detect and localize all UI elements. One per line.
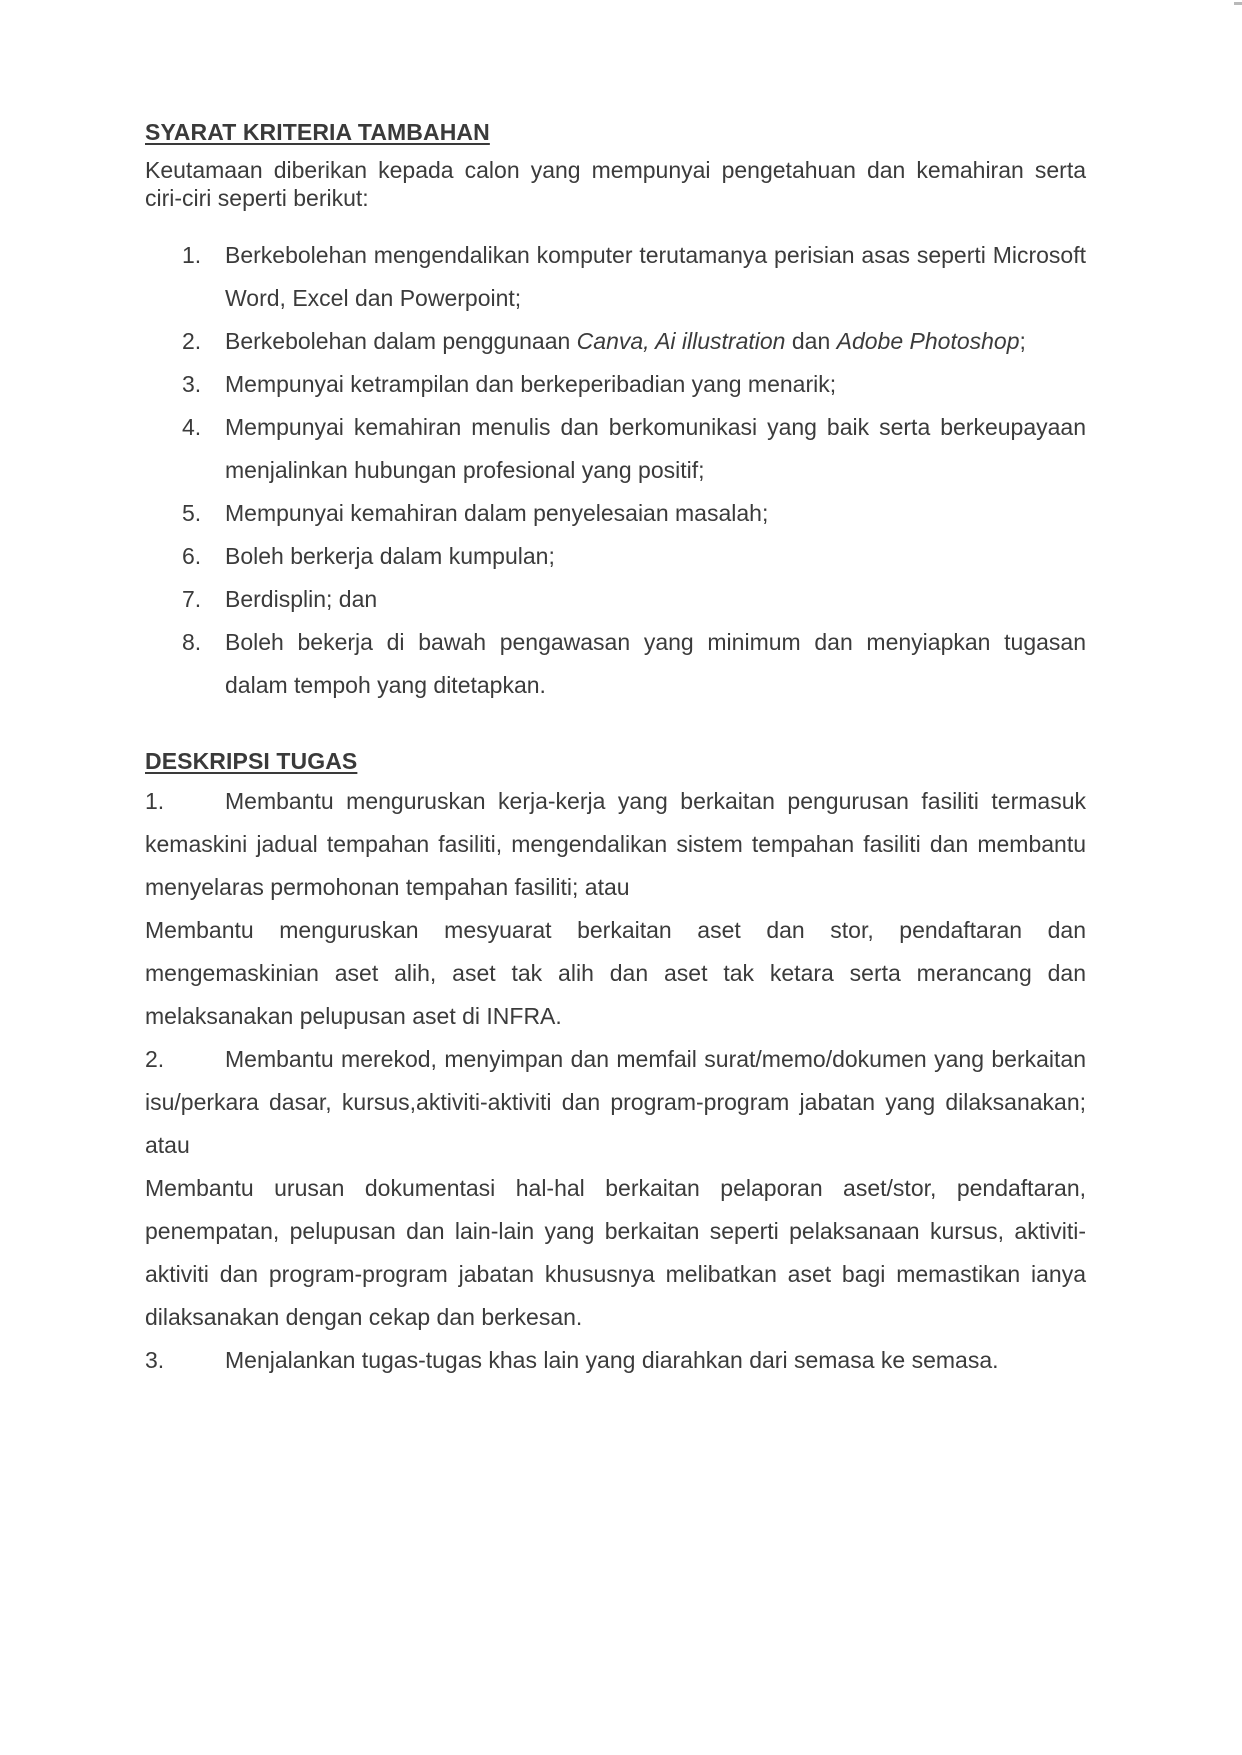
criteria-text: Mempunyai kemahiran menulis dan berkomunikasi yang baik serta berkeupayaan menjalinkan hubungan profesional yang positif; bbox=[225, 414, 1086, 483]
document-page bbox=[145, 118, 1086, 1382]
criteria-text-pre: Berkebolehan dalam penggunaan bbox=[225, 328, 577, 354]
duty-item bbox=[145, 780, 1086, 909]
duty-number: 3. bbox=[145, 1347, 165, 1373]
criteria-number: 6. bbox=[182, 543, 202, 569]
criteria-text-mid: dan bbox=[785, 328, 837, 354]
criteria-text-post: ; bbox=[1019, 328, 1026, 354]
criteria-list bbox=[145, 234, 1086, 707]
criteria-item bbox=[145, 406, 1086, 492]
criteria-text: Berkebolehan mengendalikan komputer terutamanya perisian asas seperti Microsoft Word, Excel dan Powerpoint; bbox=[225, 242, 1086, 311]
criteria-text: Mempunyai ketrampilan dan berkeperibadian yang menarik; bbox=[225, 371, 837, 397]
criteria-text-italic-photoshop: Adobe Photoshop bbox=[836, 328, 1020, 354]
duties-list bbox=[145, 780, 1086, 1382]
criteria-number: 5. bbox=[182, 500, 202, 526]
heading-additional-criteria: SYARAT KRITERIA TAMBAHAN bbox=[145, 119, 490, 145]
section-job-description bbox=[145, 747, 1086, 1382]
criteria-text: Mempunyai kemahiran dalam penyelesaian masalah; bbox=[225, 500, 769, 526]
criteria-text: Berdisplin; dan bbox=[225, 586, 378, 612]
criteria-intro: Keutamaan diberikan kepada calon yang mempunyai pengetahuan dan kemahiran serta ciri-ciri seperti berikut: bbox=[145, 157, 1086, 211]
criteria-number: 7. bbox=[182, 586, 202, 612]
duty-text: Membantu merekod, menyimpan dan memfail surat/memo/dokumen yang berkaitan isu/perkara dasar, kursus,aktiviti-aktiviti dan program-program jabatan yang dilaksanakan; atau bbox=[145, 1046, 1086, 1158]
section-additional-criteria bbox=[145, 118, 1086, 707]
criteria-number: 2. bbox=[182, 328, 202, 354]
criteria-item bbox=[145, 234, 1086, 320]
criteria-number: 3. bbox=[182, 371, 202, 397]
criteria-item bbox=[145, 363, 1086, 406]
criteria-item bbox=[145, 535, 1086, 578]
duty-item-alternative: Membantu urusan dokumentasi hal-hal berkaitan pelaporan aset/stor, pendaftaran, penempatan, pelupusan dan lain-lain yang berkaitan seperti pelaksanaan kursus, aktiviti-aktiviti dan program-program jabatan khususnya melibatkan aset bagi memastikan ianya dilaksanakan dengan cekap dan berkesan. bbox=[145, 1175, 1086, 1330]
scan-artifact bbox=[1234, 2, 1242, 5]
duty-number: 2. bbox=[145, 1046, 165, 1072]
duty-item bbox=[145, 1339, 1086, 1382]
duty-item bbox=[145, 1038, 1086, 1167]
criteria-item bbox=[145, 320, 1086, 363]
criteria-text: Boleh bekerja di bawah pengawasan yang minimum dan menyiapkan tugasan dalam tempoh yang ditetapkan. bbox=[225, 629, 1086, 698]
criteria-number: 1. bbox=[182, 242, 202, 268]
duty-number: 1. bbox=[145, 788, 165, 814]
duty-item-alternative: Membantu menguruskan mesyuarat berkaitan aset dan stor, pendaftaran dan mengemaskinian aset alih, aset tak alih dan aset tak ketara serta merancang dan melaksanakan pelupusan aset di INFRA. bbox=[145, 917, 1086, 1029]
duty-text: Membantu menguruskan kerja-kerja yang berkaitan pengurusan fasiliti termasuk kemaskini jadual tempahan fasiliti, mengendalikan sistem tempahan fasiliti dan membantu menyelaras permohonan tempahan fasiliti; atau bbox=[145, 788, 1086, 900]
criteria-item bbox=[145, 492, 1086, 535]
criteria-number: 4. bbox=[182, 414, 202, 440]
criteria-text-italic-software: Canva, Ai illustration bbox=[576, 328, 786, 354]
criteria-item bbox=[145, 578, 1086, 621]
heading-job-description: DESKRIPSI TUGAS bbox=[145, 748, 358, 774]
criteria-text: Boleh berkerja dalam kumpulan; bbox=[225, 543, 555, 569]
criteria-item bbox=[145, 621, 1086, 707]
duty-text: Menjalankan tugas-tugas khas lain yang diarahkan dari semasa ke semasa. bbox=[225, 1347, 999, 1373]
criteria-number: 8. bbox=[182, 629, 202, 655]
